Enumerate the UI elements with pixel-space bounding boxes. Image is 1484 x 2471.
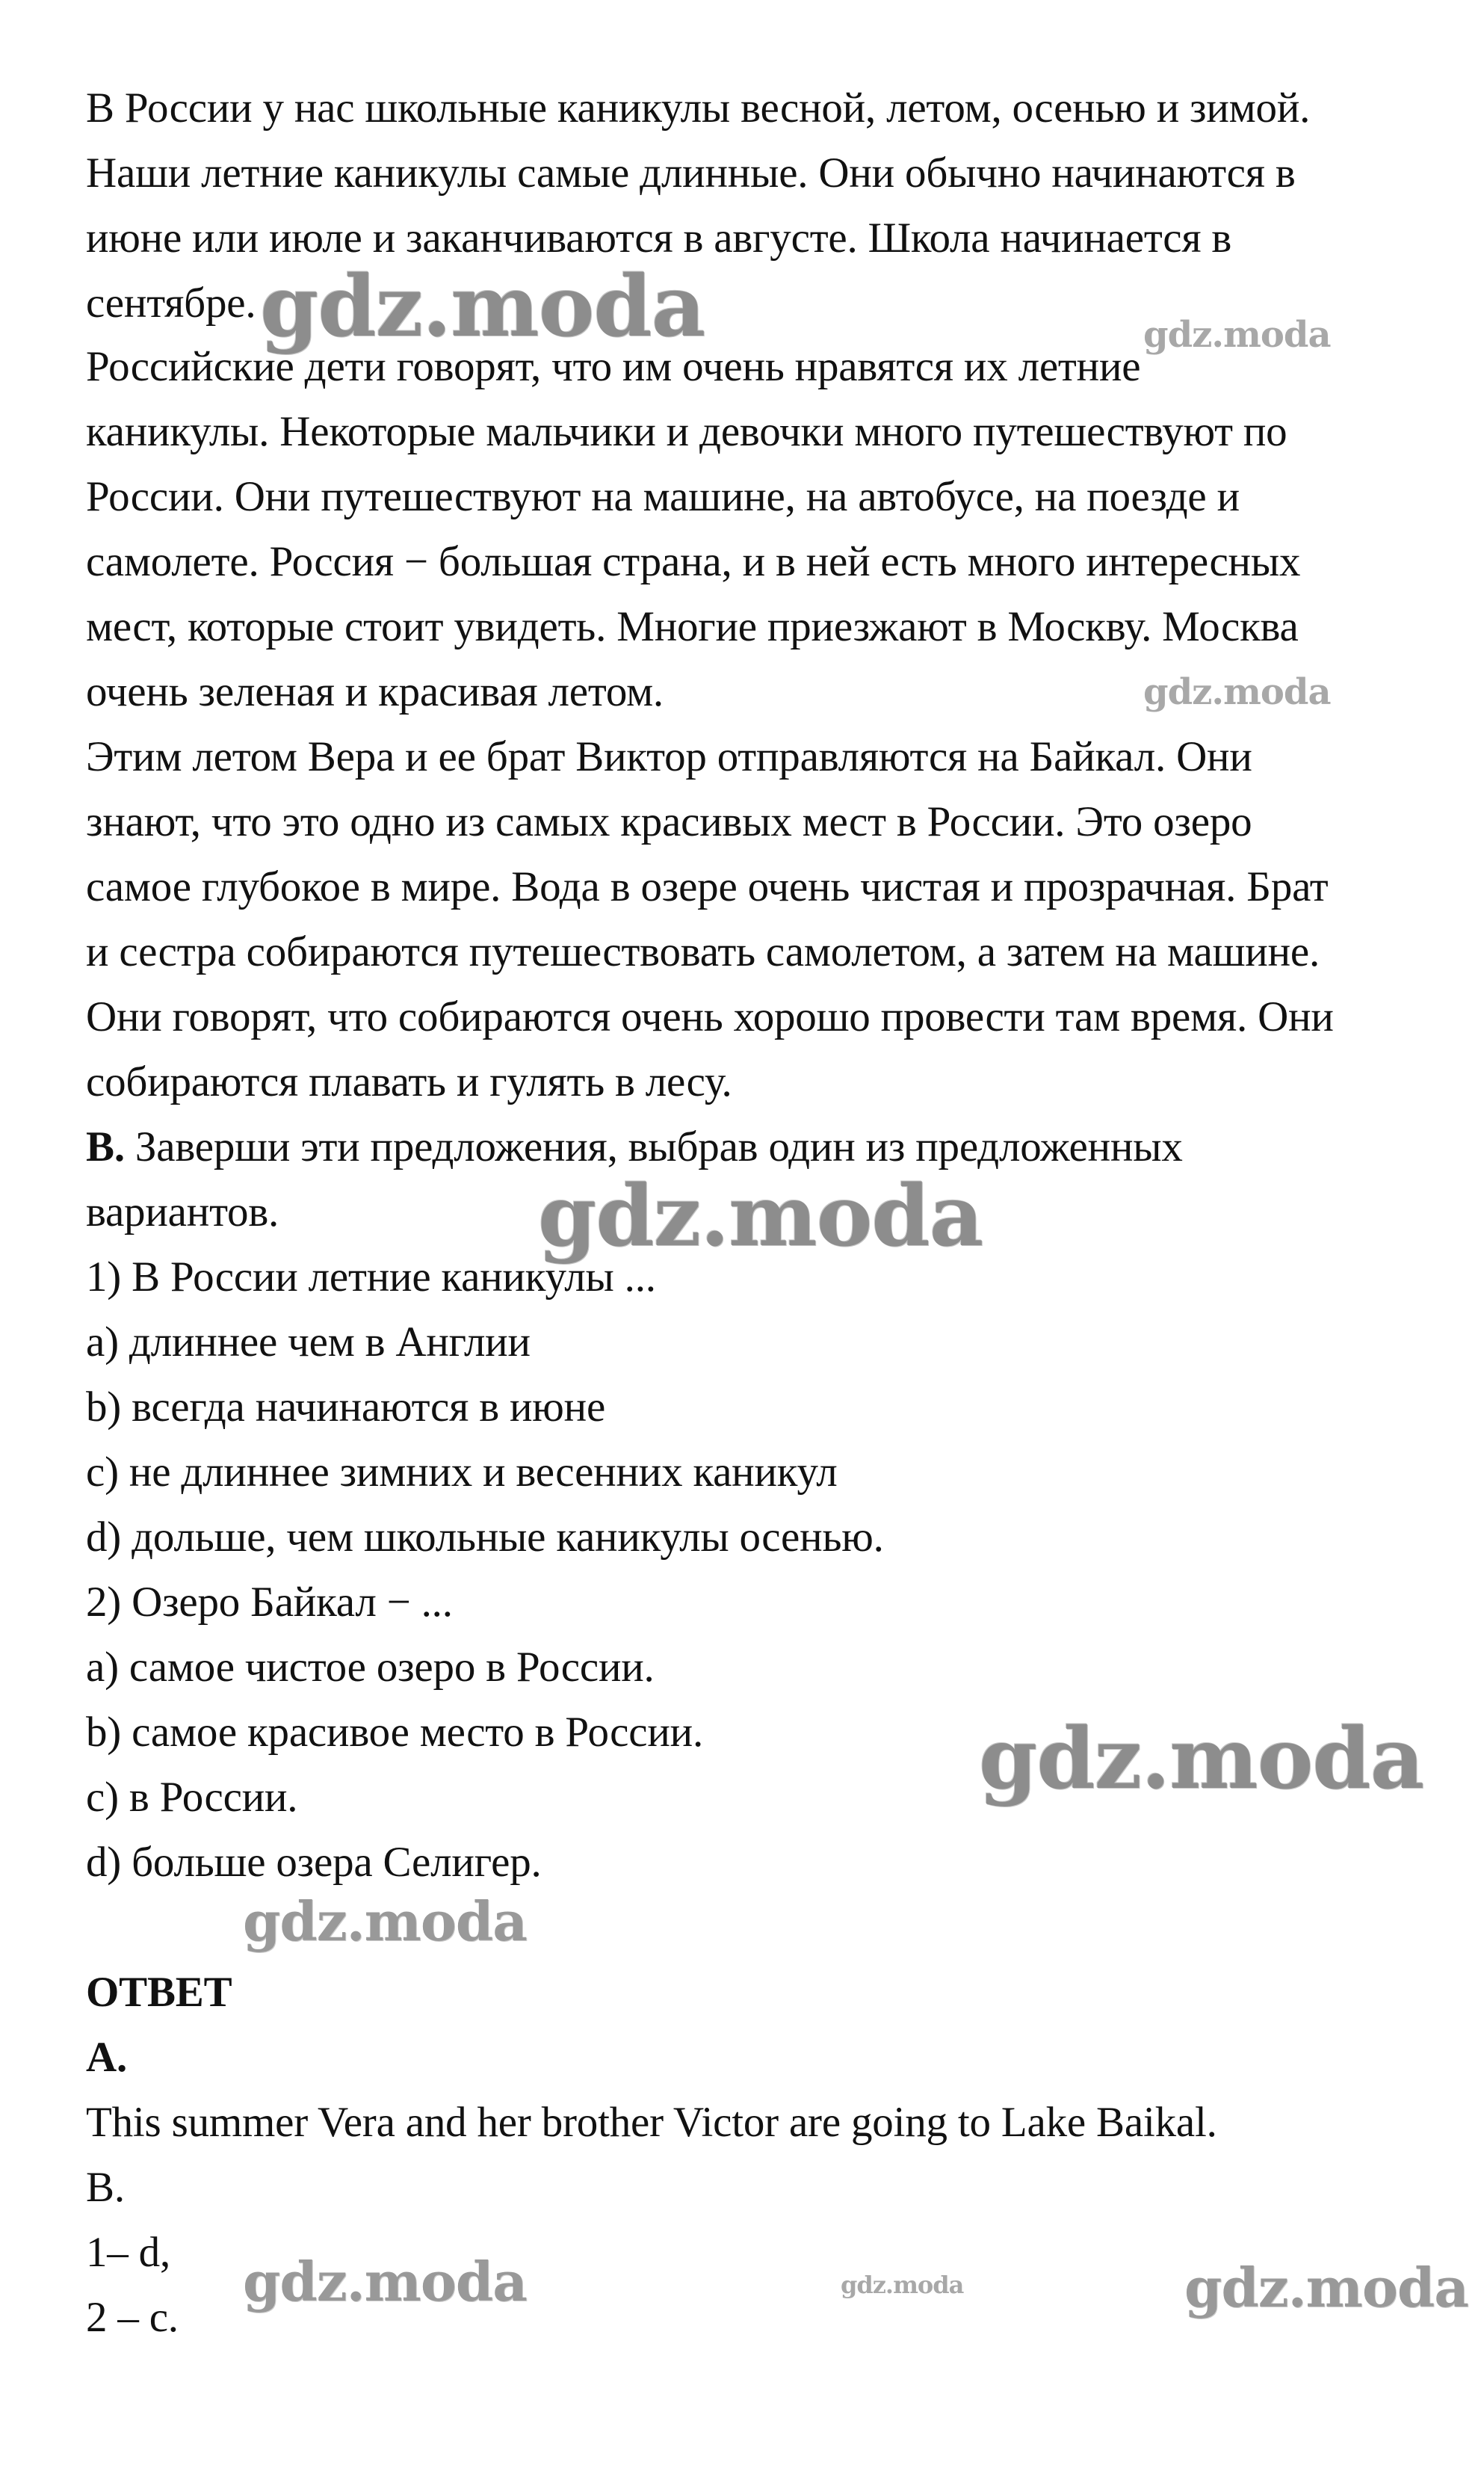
question-option: b) самое красивое место в России. bbox=[86, 1709, 704, 1756]
watermark: gdz.moda bbox=[841, 2271, 964, 2299]
question-stem: 1) В России летние каникулы ... bbox=[86, 1253, 656, 1301]
passage-line: июне или июле и заканчиваются в августе. Школа начинается в bbox=[86, 215, 1232, 262]
passage-line: мест, которые стоит увидеть. Многие приезжают в Москву. Москва bbox=[86, 603, 1299, 650]
passage-line: Российские дети говорят, что им очень нравятся их летние bbox=[86, 343, 1141, 390]
passage-line: самолете. Россия − большая страна, и в ней есть много интересных bbox=[86, 538, 1301, 585]
task-b-label: B. bbox=[86, 1123, 125, 1170]
answer-item: 1– d, bbox=[86, 2229, 171, 2276]
watermark: gdz.moda bbox=[979, 1710, 1424, 1808]
task-b-instruction-continued: вариантов. bbox=[86, 1188, 279, 1236]
watermark: gdz.moda bbox=[1143, 671, 1331, 713]
answer-part-b-label: B. bbox=[86, 2164, 125, 2211]
passage-line: России. Они путешествуют на машине, на автобусе, на поезде и bbox=[86, 473, 1240, 520]
answer-part-a-text: This summer Vera and her brother Victor are going to Lake Baikal. bbox=[86, 2099, 1217, 2146]
watermark: gdz.moda bbox=[243, 1890, 527, 1953]
watermark: gdz.moda bbox=[260, 258, 705, 356]
question-option: c) не длиннее зимних и весенних каникул bbox=[86, 1449, 838, 1496]
task-b-instruction bbox=[86, 1123, 1183, 1172]
watermark: gdz.moda bbox=[538, 1167, 983, 1265]
task-b-instruction-text: Заверши эти предложения, выбрав один из предложенных bbox=[124, 1123, 1183, 1170]
answer-part-a-label: A. bbox=[86, 2034, 128, 2081]
passage-line: Этим летом Вера и ее брат Виктор отправляются на Байкал. Они bbox=[86, 733, 1252, 780]
question-stem: 2) Озеро Байкал − ... bbox=[86, 1579, 453, 1626]
answer-heading: ОТВЕТ bbox=[86, 1969, 232, 2016]
question-option: b) всегда начинаются в июне bbox=[86, 1383, 606, 1431]
passage-line: знают, что это одно из самых красивых мест в России. Это озеро bbox=[86, 798, 1252, 845]
question-option: c) в России. bbox=[86, 1774, 298, 1821]
question-option: a) самое чистое озеро в России. bbox=[86, 1644, 655, 1691]
watermark: gdz.moda bbox=[1184, 2256, 1468, 2319]
watermark: gdz.moda bbox=[1143, 314, 1331, 356]
passage-line: сентябре. bbox=[86, 280, 256, 327]
passage-line: собираются плавать и гулять в лесу. bbox=[86, 1058, 732, 1105]
passage-line: самое глубокое в мире. Вода в озере очень чистая и прозрачная. Брат bbox=[86, 863, 1329, 910]
question-option: d) больше озера Селигер. bbox=[86, 1839, 542, 1886]
passage-line: Наши летние каникулы самые длинные. Они обычно начинаются в bbox=[86, 149, 1296, 197]
passage-line: Они говорят, что собираются очень хорошо провести там время. Они bbox=[86, 993, 1334, 1040]
question-option: a) длиннее чем в Англии bbox=[86, 1318, 531, 1366]
passage-line: очень зеленая и красивая летом. bbox=[86, 668, 664, 715]
passage-line: каникулы. Некоторые мальчики и девочки много путешествуют по bbox=[86, 408, 1287, 455]
answer-item: 2 – c. bbox=[86, 2294, 179, 2341]
passage-line: В России у нас школьные каникулы весной, летом, осенью и зимой. bbox=[86, 84, 1311, 132]
watermark: gdz.moda bbox=[243, 2250, 527, 2313]
passage-line: и сестра собираются путешествовать самолетом, а затем на машине. bbox=[86, 928, 1320, 975]
question-option: d) дольше, чем школьные каникулы осенью. bbox=[86, 1514, 884, 1561]
